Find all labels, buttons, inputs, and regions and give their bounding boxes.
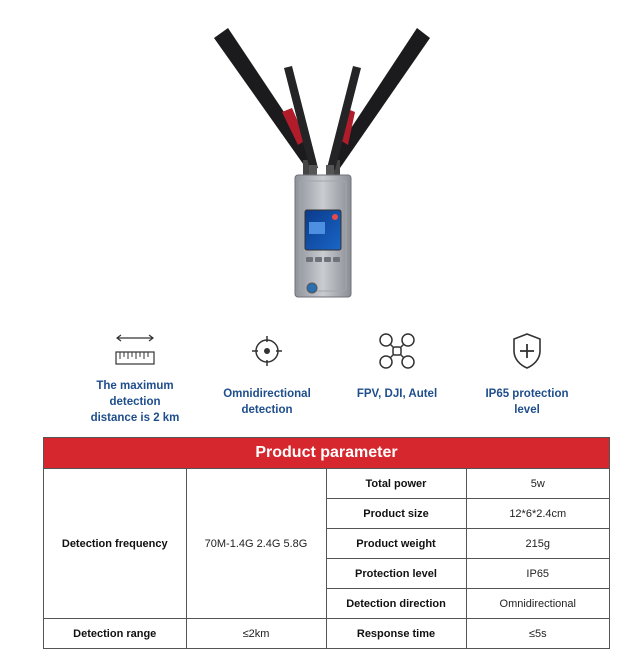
detection-frequency-value: 70M-1.4G 2.4G 5.8G <box>186 469 326 619</box>
param-label: Detection direction <box>326 589 466 619</box>
param-value: IP65 <box>466 559 609 589</box>
feature-ip65 <box>462 328 592 418</box>
detection-range-label: Detection range <box>44 619 186 649</box>
param-label: Protection level <box>326 559 466 589</box>
param-value: Omnidirectional <box>466 589 609 619</box>
param-value: 5w <box>466 469 609 499</box>
parameter-table <box>43 437 610 649</box>
param-label: Total power <box>326 469 466 499</box>
feature-distance <box>70 328 200 426</box>
detection-range-value: ≤2km <box>186 619 326 649</box>
table-row <box>44 469 609 499</box>
param-value: ≤5s <box>466 619 609 649</box>
drone-icon <box>367 328 427 378</box>
table-row <box>44 619 609 649</box>
param-label: Product weight <box>326 529 466 559</box>
feature-ip65-text: IP65 protection level <box>485 388 569 416</box>
feature-omnidirectional <box>202 328 332 418</box>
feature-omnidirectional-text: Omnidirectional detection <box>223 388 311 416</box>
product-image <box>0 0 631 318</box>
param-value: 12*6*2.4cm <box>466 499 609 529</box>
crosshair-icon <box>237 328 297 378</box>
shield-plus-icon <box>497 328 557 378</box>
detection-frequency-label: Detection frequency <box>44 469 186 619</box>
param-label: Product size <box>326 499 466 529</box>
feature-drones <box>332 328 462 402</box>
feature-row <box>70 328 590 428</box>
feature-distance-text: The maximum detection distance is 2 km <box>90 380 180 424</box>
param-value: 215g <box>466 529 609 559</box>
feature-drones-text: FPV, DJI, Autel <box>356 388 438 400</box>
power-button <box>307 283 317 293</box>
ruler-distance-icon <box>105 328 165 378</box>
param-label: Response time <box>326 619 466 649</box>
parameter-grid <box>44 469 609 648</box>
parameter-table-title: Product parameter <box>44 438 609 469</box>
